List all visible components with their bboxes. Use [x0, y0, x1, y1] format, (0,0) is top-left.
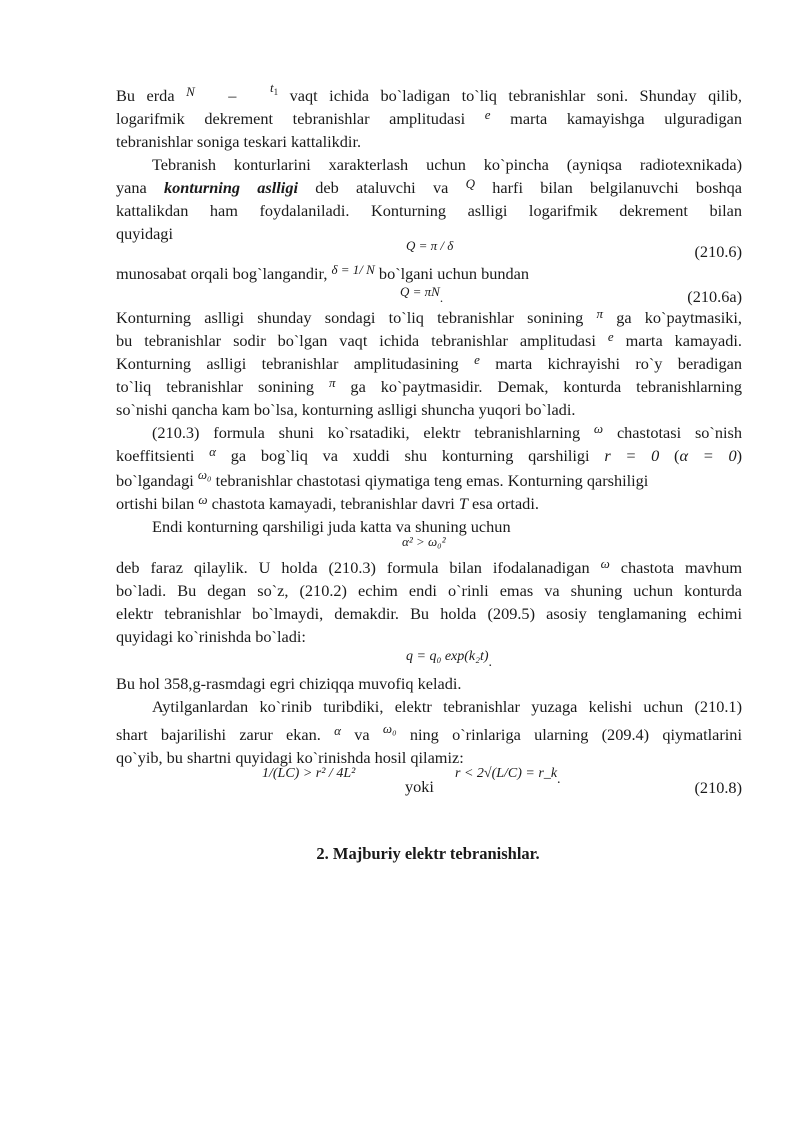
math-pi: π	[596, 306, 603, 321]
math-e: e	[607, 329, 614, 344]
paragraph-line	[116, 721, 742, 747]
text: marta kamayadi.	[625, 331, 743, 350]
math-pi: π	[328, 375, 336, 390]
text: (210.3) formula shuni ko`rsatadiki, elektr tebranishlarning	[152, 423, 581, 442]
math-e: e	[484, 107, 491, 122]
equation-210-6: Q = π / δ	[406, 238, 454, 253]
text: chastota mavhum	[620, 558, 742, 577]
paragraph-line	[116, 353, 742, 376]
text: marta kichrayishi ro`y beradigan	[495, 354, 742, 373]
formula: q = q₀ exp(k₂t)	[406, 649, 489, 664]
text: vaqt ichida bo`ladigan to`liq tebranishlar soni. Shunday qilib,	[289, 86, 742, 105]
paragraph-line	[116, 108, 742, 131]
equation-210-8-left: 1/(LC) > r² / 4L²	[262, 766, 356, 781]
formula: r < 2√(L/C) = r_k	[455, 766, 558, 781]
math-omega: ω	[593, 421, 604, 436]
dot: .	[557, 772, 561, 787]
equation-210-6a	[400, 284, 444, 305]
math-alpha-zero: (α = 0)	[674, 446, 743, 465]
math-alpha: α	[334, 723, 341, 738]
text: chastota kamayadi, tebranishlar davri	[211, 494, 455, 513]
paragraph-line: Tebranish konturlarini xarakterlash uchun ko`pincha (ayniqsa radiotexnikada)	[152, 155, 742, 174]
text: deb ataluvchi va	[315, 178, 449, 197]
text: deb faraz qilaylik. U holda (210.3) formula bilan ifodalanadigan	[116, 558, 590, 577]
paragraph-line: kattalikdan ham foydalaniladi. Konturning aslligi logarifmik dekrement bilan	[116, 201, 742, 220]
paragraph-line	[152, 422, 742, 445]
equation-number: (210.8)	[694, 778, 742, 797]
equation-number: (210.6a)	[687, 287, 742, 306]
text: logarifmik dekrement tebranishlar amplitudasi	[116, 109, 466, 128]
paragraph-line	[116, 307, 742, 330]
text: ga ko`paytmasiki,	[616, 308, 742, 327]
text: munosabat orqali bog`langandir,	[116, 264, 328, 283]
paragraph-line	[116, 330, 742, 353]
math-T: T	[458, 494, 468, 513]
text: va	[354, 725, 370, 744]
paragraph-line: bo`ladi. Bu degan so`z, (210.2) echim endi o`rinli emas va shuning uchun konturda	[116, 581, 742, 600]
math-Q: Q	[465, 176, 475, 191]
paragraph-line: elektr tebranishlar bo`lmaydi, demakdir. Bu holda (209.5) asosiy tenglamaning echimi	[116, 604, 742, 623]
text: bo`lgani uchun bundan	[378, 264, 530, 283]
paragraph-line: quyidagi ko`rinishda bo`ladi:	[116, 627, 306, 646]
math-omega0: ω₀	[197, 467, 212, 482]
paragraph-line: tebranishlar soniga teskari kattalikdir.	[116, 132, 362, 151]
equation-q	[406, 649, 493, 670]
text: to`liq tebranishlar sonining	[116, 377, 315, 396]
equation-210-8-right	[455, 766, 561, 787]
paragraph-line	[116, 445, 742, 468]
math-omega: ω	[600, 556, 610, 571]
paragraph-line	[116, 467, 742, 493]
math-alpha: α	[209, 444, 216, 459]
text: koeffitsienti	[116, 446, 195, 465]
paragraph-line: qo`yib, bu shartni quyidagi ko`rinishda hosil qilamiz:	[116, 748, 464, 767]
text: marta kamayishga ulguradigan	[510, 109, 742, 128]
text: shart bajarilishi zarur ekan.	[116, 725, 321, 744]
equation-connector: yoki	[405, 777, 434, 796]
text: Bu erda	[116, 86, 175, 105]
paragraph-line	[116, 493, 742, 516]
math-omega0: ω₀	[382, 721, 397, 736]
paragraph-line: quyidagi	[116, 224, 173, 243]
text: tebranishlar chastotasi qiymatiga teng emas. Konturning qarshiligi	[215, 471, 649, 490]
math-delta: δ = 1/ N	[331, 262, 375, 277]
math-e: e	[474, 352, 480, 367]
paragraph-line: Bu hol 358,g-rasmdagi egri chiziqqa muvofiq keladi.	[116, 674, 462, 693]
equation-inequality: α² > ω₀²	[402, 534, 446, 549]
paragraph-line	[116, 376, 742, 399]
text: Konturning aslligi shunday sondagi to`liq tebranishlar sonining	[116, 308, 584, 327]
math-omega: ω	[198, 492, 208, 507]
section-heading: 2. Majburiy elektr tebranishlar.	[316, 844, 540, 863]
dot: .	[439, 290, 444, 305]
paragraph-line	[116, 557, 742, 580]
paragraph-line: Endi konturning qarshiligi juda katta va shuning uchun	[152, 517, 511, 536]
paragraph-line	[116, 177, 742, 200]
text: yana	[116, 178, 147, 197]
term-bold: konturning aslligi	[164, 178, 298, 197]
formula: Q = πN	[400, 284, 440, 299]
paragraph-line: Aytilganlardan ko`rinib turibdiki, elektr tebranishlar yuzaga kelishi uchun (210.1)	[152, 697, 742, 716]
math-inline: $^N$ – $^{t_1}$	[186, 80, 279, 105]
text: chastotasi so`nish	[616, 423, 742, 442]
text: ga bog`liq va xuddi shu konturning qarshiligi	[230, 446, 590, 465]
text: ortishi bilan	[116, 494, 195, 513]
text: ning o`rinlariga ularning (209.4) qiymatlarini	[409, 725, 742, 744]
text: bo`lgandagi	[116, 471, 194, 490]
text: Konturning aslligi tebranishlar amplitudasining	[116, 354, 459, 373]
text: esa ortadi.	[472, 494, 539, 513]
math-r-zero: r = 0	[604, 446, 660, 465]
paragraph-line	[116, 263, 742, 286]
text: harfi bilan belgilanuvchi boshqa	[492, 178, 743, 197]
dot: .	[488, 655, 493, 670]
equation-number: (210.6)	[694, 242, 742, 261]
text: ga ko`paytmasidir. Demak, konturda tebranishlarning	[350, 377, 742, 396]
text: bu tebranishlar sodir bo`lgan vaqt ichida tebranishlar amplitudasi	[116, 331, 596, 350]
paragraph-line: so`nishi qancha kam bo`lsa, konturning aslligi shuncha yuqori bo`ladi.	[116, 400, 576, 419]
